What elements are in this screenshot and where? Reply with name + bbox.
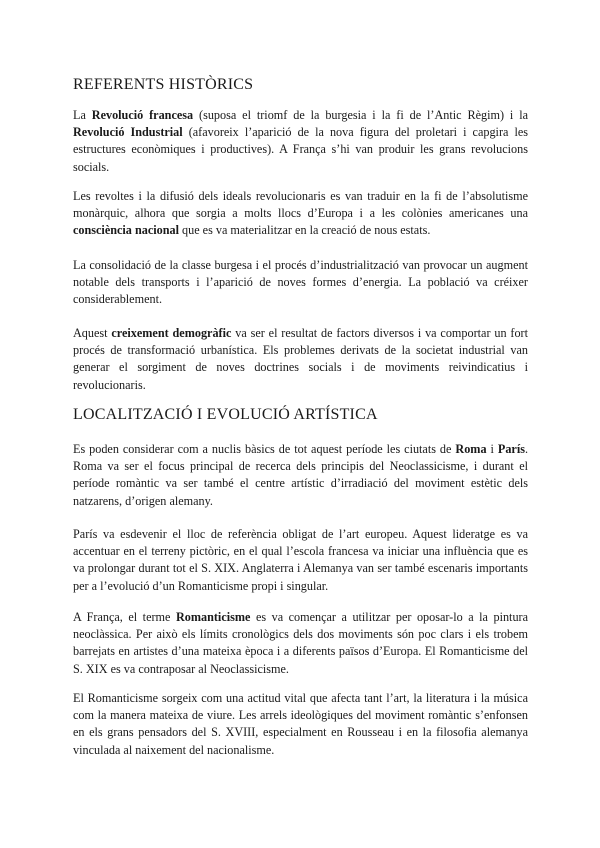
paragraph-revolutions [73, 107, 528, 176]
text-run: El Romanticisme sorgeix com una actitud vital que afecta tant l’art, la literatura i la música com la manera mateixa de viure. Les arrels ideològiques del moviment romàntic s’enfonsen en els grans pensadors del S. XVIII, especialment en Rousseau i en la filosofia alemanya vinculada al naixement del nacionalisme. [73, 691, 528, 757]
paragraph-paris-leadership [73, 526, 528, 595]
section-heading-localitzacio: LOCALITZACIÓ I EVOLUCIÓ ARTÍSTICA [73, 406, 378, 423]
bold-term-paris: París [497, 442, 525, 456]
paragraph-rome-paris [73, 441, 528, 510]
text-run: (afavoreix l’aparició de la nova figura del proletari i capgira les estructures econòmiques i productives). A França s’hi van produir les grans revolucions socials. [73, 125, 528, 174]
text-run: La consolidació de la classe burgesa i el procés d’industrialització van provocar un augment notable dels transports i l’aparició de noves formes d’energia. La població va créixer considerablement. [73, 258, 528, 307]
paragraph-romanticism-france [73, 609, 528, 678]
text-run: que es va materialitzar en la creació de nous estats. [178, 223, 431, 238]
text-run: . Roma va ser el focus principal de recerca dels principis del Neoclassicisme, i durant el període romàntic va ser també el centre artístic d’irradiació del moviment estètic dels natzarens, d’origen alemany. [73, 442, 528, 508]
bold-term-demographic-growth: creixement demogràfic [111, 326, 232, 340]
bold-term-industrial-revolution: Revolució Industrial [73, 125, 183, 140]
text-run: Es poden considerar com a nuclis bàsics de tot aquest període les ciutats de [73, 442, 456, 456]
text-run: A França, el terme [73, 610, 176, 624]
paragraph-romanticism-attitude [73, 690, 528, 759]
text-run: es va començar a utilitzar per oposar-lo a la pintura neoclàssica. Per això els límits cronològics dels dos moviments són poc clars i els trobem barrejats en artistes d’una mateixa època i a diferents països d’Europa. El Romanticisme del S. XIX es va contraposar al Neoclassicisme. [73, 610, 529, 676]
text-run: va ser el resultat de factors diversos i va comportar un fort procés de transformació urbanística. Els problemes derivats de la societat industrial van generar el sorgiment de noves doctrines socials i de moviments reivindicatius i revolucionaris. [73, 326, 528, 392]
section-heading-referents: REFERENTS HISTÒRICS [73, 76, 254, 93]
bold-term-french-revolution: Revolució francesa [91, 108, 194, 122]
paragraph-revolts [73, 188, 528, 240]
text-run: i [486, 442, 498, 456]
text-run: París va esdevenir el lloc de referència obligat de l’art europeu. Aquest lideratge es va accentuar en el terreny pictòric, en el qual l’escola francesa va iniciar una influència que es va prolongar durant tot el S. XIX. Anglaterra i Alemanya van ser també escenaris importants per a l’evolució d’un Romanticisme propi i singular. [73, 527, 528, 593]
bold-term-romanticism: Romanticisme [175, 610, 251, 624]
bold-term-national-consciousness: consciència nacional [73, 223, 179, 238]
text-run: La [73, 108, 92, 122]
text-run: Les revoltes i la difusió dels ideals revolucionaris es van traduir en la fi de l’absolutisme monàrquic, alhora que sorgia a molts llocs d’Europa i a les colònies americanes una [73, 189, 528, 221]
text-run: Aquest [73, 326, 112, 340]
bold-term-rome: Roma [455, 442, 487, 456]
paragraph-bourgeoisie [73, 257, 528, 309]
text-run: (suposa el triomf de la burgesia i la fi de l’Antic Règim) i la [193, 108, 529, 122]
paragraph-demographic-growth [73, 325, 528, 394]
